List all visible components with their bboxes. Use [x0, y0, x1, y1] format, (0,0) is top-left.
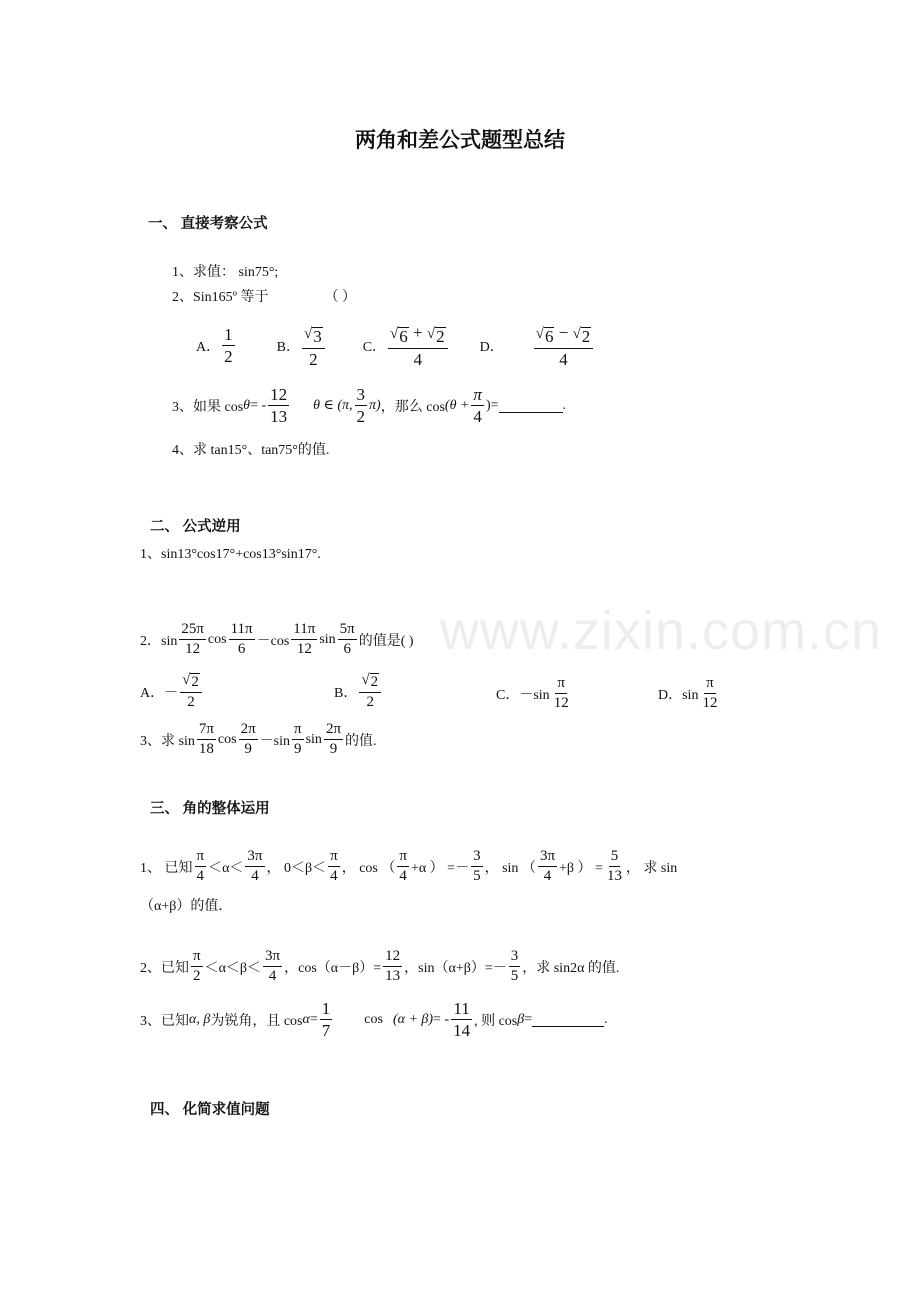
frac — [338, 622, 357, 658]
s1-question-4: 4、求 tan15°、tan75°的值. — [172, 443, 330, 458]
sqrt-sign: √ 2 — [426, 326, 445, 346]
sin-text: sin — [305, 731, 322, 747]
frac-den: 12 — [553, 694, 569, 711]
frac — [605, 849, 624, 885]
s1-q2-opt-b-label: B． — [276, 340, 300, 356]
frac — [245, 849, 264, 885]
frac — [328, 849, 340, 885]
s1-q2-opt-c-frac — [388, 324, 448, 369]
s1-q2-options — [196, 324, 595, 369]
s1-question-2 — [172, 286, 356, 306]
frac-den: 5 — [510, 967, 519, 984]
frac-den: 13 — [385, 967, 401, 984]
frac-den: 4 — [330, 867, 338, 884]
text: ，sin（α+β）=－ — [404, 960, 507, 976]
text: ， 0＜β＜ — [266, 860, 327, 876]
frac — [509, 949, 521, 985]
minus-sin-text: －sin — [259, 733, 291, 749]
s3-q1-line2: （α+β）的值． — [140, 899, 233, 914]
frac-den: 2 — [366, 693, 374, 710]
frac-den: 2 — [309, 349, 318, 369]
range-pre: θ ∈ (π, — [313, 398, 353, 414]
section-heading-3: 三、 角的整体运用 — [150, 801, 270, 817]
paren-close: ) — [485, 397, 491, 413]
s2-question-1: 1、sin13°cos17°+cos13°sin17°. — [140, 547, 321, 562]
paren-open: (θ + — [444, 397, 470, 413]
s1-q2-opt-a-label: A． — [196, 340, 221, 356]
frac — [383, 949, 402, 985]
frac — [291, 622, 317, 658]
frac — [552, 676, 571, 712]
frac-num: 3 — [509, 949, 521, 967]
frac — [292, 722, 304, 758]
frac-den: 4 — [473, 406, 482, 426]
frac-num: 1 — [224, 325, 233, 345]
frac-num: 7π — [197, 722, 216, 740]
text: +β ） = — [559, 860, 603, 876]
frac-num: π — [292, 722, 304, 740]
s1-q3-frac — [268, 386, 289, 426]
s3-question-1 — [140, 849, 677, 885]
frac-num: π — [704, 676, 716, 694]
answer-blank[interactable] — [532, 1012, 604, 1027]
equals: = — [490, 397, 499, 413]
s2-q3-tail: 的值. — [345, 733, 377, 749]
equals: = - — [433, 1011, 450, 1027]
sqrt-arg: 2 — [191, 674, 199, 690]
frac-num: π — [555, 676, 567, 694]
frac — [324, 722, 343, 758]
s1-q2-opt-b-frac — [302, 324, 325, 369]
answer-blank[interactable] — [499, 398, 563, 413]
frac-num: 3π — [538, 849, 557, 867]
frac-num: π — [195, 849, 207, 867]
s2-q2-opt-b — [334, 673, 383, 710]
s1-q3-lead: 3、如果 cos — [172, 399, 244, 415]
theta: θ — [243, 397, 251, 413]
frac-den: 2 — [356, 406, 366, 426]
frac-den: 9 — [294, 740, 302, 757]
text: cos — [364, 1011, 383, 1027]
s2-q2-tail: 的值是( ) — [358, 633, 414, 649]
s2-q3-lead: 3、求 sin — [140, 733, 195, 749]
s3-q1-lead: 1、 已知 — [140, 860, 193, 876]
text: ， cos （ — [341, 860, 396, 876]
text: ，cos（α－β）= — [284, 960, 382, 976]
frac — [263, 949, 282, 985]
sqrt-arg: 6 — [399, 327, 408, 346]
frac-den: 12 — [296, 640, 312, 657]
frac-num: 2π — [239, 722, 258, 740]
s2-q2-opt-a — [140, 673, 204, 710]
text: ， sin （ — [484, 860, 536, 876]
frac-den: 2 — [224, 347, 233, 367]
s3-question-2 — [140, 949, 619, 985]
section-heading-4: 四、 化简求值问题 — [150, 1102, 270, 1118]
frac-num: 12 — [383, 949, 402, 967]
frac-den: 9 — [244, 740, 252, 757]
frac-num: 2π — [324, 722, 343, 740]
frac-num: π — [191, 949, 203, 967]
frac-den: 2 — [187, 693, 195, 710]
alpha-beta: α, β — [189, 1011, 211, 1027]
frac-den: 7 — [321, 1020, 331, 1040]
frac-den: 13 — [270, 406, 288, 426]
section-heading-2: 二、 公式逆用 — [150, 519, 241, 535]
cos-text: cos — [217, 731, 237, 747]
frac-den: 12 — [702, 694, 718, 711]
sqrt-arg: 2 — [581, 327, 591, 346]
frac-den: 4 — [413, 349, 423, 369]
s2-q2-lead: 2．sin — [140, 633, 178, 649]
frac — [700, 676, 719, 712]
frac-num: 11π — [229, 622, 255, 640]
sqrt-arg: 6 — [544, 327, 554, 346]
s2-question-2 — [140, 622, 414, 658]
text: ， 求 sin — [625, 860, 678, 876]
sqrt-sign: √ 2 — [572, 326, 591, 346]
opt-c-label: C．－sin — [496, 687, 550, 703]
s1-q3-range-frac — [355, 386, 368, 426]
frac — [239, 722, 258, 758]
s1-q2-lead: 2、Sin165º 等于 — [172, 290, 269, 305]
plus-sign: + — [413, 323, 423, 342]
sqrt-arg: 3 — [313, 327, 322, 346]
sin-text: sin — [319, 631, 336, 647]
s1-question-3 — [172, 386, 566, 426]
frac — [197, 722, 216, 758]
equals: = - — [250, 397, 267, 413]
frac — [320, 1000, 333, 1040]
opt-b-label: B． — [334, 685, 358, 701]
cos-text: cos — [207, 631, 227, 647]
s1-q2-opt-d-label: D． — [479, 340, 504, 356]
frac-num: 1 — [321, 999, 331, 1018]
frac-den: 5 — [473, 867, 481, 884]
equals: = — [524, 1011, 533, 1027]
frac-num: 3π — [263, 949, 282, 967]
opt-d-label: D．sin — [658, 687, 699, 703]
minus-cos-text: －cos — [256, 633, 290, 649]
minus-sign: − — [558, 323, 569, 342]
sqrt-sign: √ 2 — [361, 672, 379, 690]
opt-a-label: A．－ — [140, 685, 179, 701]
sqrt-arg: 2 — [436, 327, 445, 346]
s3-q2-lead: 2、已知 — [140, 960, 189, 976]
s1-question-1: 1、求值： sin75°; — [172, 265, 279, 280]
text: +α ） =－ — [410, 860, 470, 876]
frac-num: π — [473, 385, 482, 404]
frac-den: 4 — [543, 867, 552, 884]
frac-num: 25π — [179, 622, 206, 640]
frac-num: 12 — [270, 385, 288, 404]
frac-den: 12 — [185, 640, 201, 657]
frac-den: 4 — [196, 867, 205, 884]
equals: = — [309, 1011, 318, 1027]
frac — [180, 673, 202, 710]
frac-den: 4 — [251, 867, 259, 884]
period: . — [604, 1011, 608, 1027]
period: . — [562, 397, 567, 413]
frac-den: 4 — [268, 967, 277, 984]
frac — [359, 673, 381, 710]
frac-num: 5 — [609, 849, 621, 867]
frac — [451, 1000, 472, 1040]
frac-den: 13 — [606, 867, 622, 884]
s2-q2-opt-c — [496, 676, 573, 712]
frac-den: 9 — [329, 740, 338, 757]
frac-num: 5π — [338, 622, 357, 640]
range-post: π) — [369, 397, 381, 413]
s1-q2-opt-a-frac — [222, 326, 235, 366]
text: ，求 sin2α 的值. — [522, 960, 620, 976]
text: 为锐角，且 cos — [210, 1013, 303, 1029]
sqrt-sign: √ 6 — [390, 326, 408, 346]
frac-num: 11π — [291, 622, 317, 640]
watermark: www.zixin.com.cn — [440, 601, 883, 661]
s3-question-3 — [140, 1000, 608, 1040]
frac — [471, 849, 483, 885]
frac-num: 11 — [453, 999, 470, 1018]
frac — [229, 622, 255, 658]
paren-expr: (α + β) — [392, 1011, 434, 1027]
frac — [191, 949, 203, 985]
frac — [179, 622, 206, 658]
frac — [397, 849, 409, 885]
s2-q2-opt-d — [658, 676, 721, 712]
frac-num: 3 — [471, 849, 483, 867]
frac-den: 4 — [399, 867, 407, 884]
s3-q3-lead: 3、已知 — [140, 1013, 189, 1029]
sqrt-sign: √ 3 — [303, 326, 322, 346]
sqrt-arg: 2 — [370, 674, 379, 690]
s1-q2-opt-c-label: C． — [362, 340, 387, 356]
frac-den: 2 — [193, 967, 201, 984]
frac-den: 18 — [198, 740, 214, 757]
frac-num: π — [397, 849, 409, 867]
frac-num: π — [328, 849, 340, 867]
sqrt-sign: √ 6 — [535, 326, 554, 346]
sqrt-sign: √ 2 — [182, 672, 199, 690]
ineq: ＜α＜ — [208, 860, 244, 876]
alpha: α — [302, 1011, 310, 1027]
frac-den: 6 — [237, 640, 246, 657]
frac-den: 14 — [453, 1020, 471, 1040]
beta: β — [517, 1011, 525, 1027]
frac — [195, 849, 207, 885]
frac-den: 4 — [559, 349, 568, 369]
s1-q3-mid: ，那么 cos — [380, 399, 445, 415]
frac-num: 3π — [245, 849, 264, 867]
ineq: ＜α＜β＜ — [204, 960, 262, 976]
s1-q3-pi-frac — [471, 386, 484, 426]
s1-q2-paren: （ ） — [324, 290, 357, 305]
s2-question-3 — [140, 722, 377, 758]
s1-q2-opt-d-frac — [534, 324, 594, 369]
text: , 则 cos — [474, 1013, 518, 1029]
frac — [538, 849, 557, 885]
section-heading-1: 一、 直接考察公式 — [148, 216, 268, 232]
page-title: 两角和差公式题型总结 — [355, 128, 565, 152]
frac-num: 3 — [356, 385, 366, 404]
frac-den: 6 — [343, 640, 351, 657]
